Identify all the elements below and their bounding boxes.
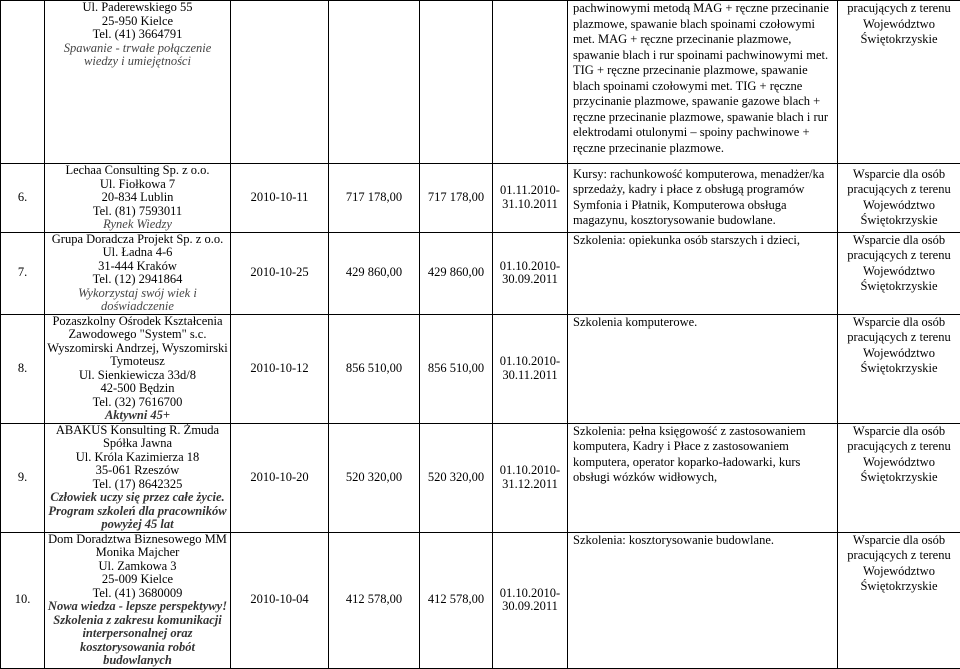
table-row	[1, 164, 960, 233]
row-number: 7.	[1, 232, 45, 314]
row-number: 9.	[1, 423, 45, 532]
firm-cell	[45, 423, 231, 532]
project-value: 429 860,00	[329, 232, 420, 314]
table-row	[1, 1, 960, 164]
desc-text: kosztorysowanie budowlane.	[629, 533, 774, 547]
support-program: Wsparcie dla osób pracujących z terenu Województwo Świętokrzyskie	[838, 423, 960, 532]
funding-value: 412 578,00	[420, 532, 493, 668]
support-program: Wsparcie dla osób pracujących z terenu Województwo Świętokrzyskie	[838, 164, 960, 233]
project-period: 01.10.2010-31.12.2011	[493, 423, 568, 532]
project-slogan: Aktywni 45+	[47, 409, 228, 423]
firm-cell	[45, 314, 231, 423]
funding-value: 429 860,00	[420, 232, 493, 314]
firm-name: Grupa Doradcza Projekt Sp. z o.o.	[47, 233, 228, 247]
training-description	[568, 423, 838, 532]
firm-line: Ul. Zamkowa 3	[47, 560, 228, 574]
row-number	[1, 1, 45, 164]
desc-label: Szkolenia:	[573, 533, 626, 547]
firm-cell	[45, 232, 231, 314]
firm-line: Tel. (32) 7616700	[47, 396, 228, 410]
firm-line: 42-500 Będzin	[47, 382, 228, 396]
firm-line: Tel. (41) 3664791	[47, 28, 228, 42]
desc-text: opiekunka osób starszych i dzieci,	[629, 233, 800, 247]
firm-line: Tel. (12) 2941864	[47, 273, 228, 287]
support-program: pracujących z terenu Województwo Świętokrzyskie	[838, 1, 960, 164]
project-slogan: Rynek Wiedzy	[47, 218, 228, 232]
desc-label: Szkolenia	[573, 315, 622, 329]
funding-value: 856 510,00	[420, 314, 493, 423]
contract-date: 2010-10-20	[231, 423, 329, 532]
table-row	[1, 423, 960, 532]
training-description	[568, 532, 838, 668]
funding-value	[420, 1, 493, 164]
desc-text: rachunkowość komputerowa, menadżer/ka sprzedaży, kadry i płace z obsługą programów Symfonia i Płatnik, Komputerowa obsługa magazynu, kosztorysowanie budowlane.	[573, 167, 824, 228]
firm-line: 20-834 Lublin	[47, 191, 228, 205]
project-period: 01.10.2010-30.11.2011	[493, 314, 568, 423]
firm-name: Pozaszkolny Ośrodek Kształcenia Zawodowego "System" s.c. Wyszomirski Andrzej, Wyszomirski Tymoteusz	[47, 315, 228, 369]
training-description	[568, 164, 838, 233]
training-description	[568, 314, 838, 423]
project-value	[329, 1, 420, 164]
funding-value: 717 178,00	[420, 164, 493, 233]
project-period: 01.11.2010-31.10.2011	[493, 164, 568, 233]
contract-date	[231, 1, 329, 164]
project-slogan: Człowiek uczy się przez całe życie. Program szkoleń dla pracowników powyżej 45 lat	[47, 491, 228, 532]
project-slogan: Nowa wiedza - lepsze perspektywy! Szkolenia z zakresu komunikacji interpersonalnej oraz kosztorysowania robót budowlanych	[47, 600, 228, 668]
support-program: Wsparcie dla osób pracujących z terenu Województwo Świętokrzyskie	[838, 232, 960, 314]
project-value: 856 510,00	[329, 314, 420, 423]
firm-line: Tel. (17) 8642325	[47, 478, 228, 492]
contract-date: 2010-10-12	[231, 314, 329, 423]
firm-name: Dom Doradztwa Biznesowego MM Monika Majcher	[47, 533, 228, 560]
firm-line: Ul. Paderewskiego 55	[47, 1, 228, 15]
firm-line: Ul. Sienkiewicza 33d/8	[47, 369, 228, 383]
firm-line: 31-444 Kraków	[47, 260, 228, 274]
firm-cell	[45, 164, 231, 233]
contract-date: 2010-10-04	[231, 532, 329, 668]
desc-label: Kursy:	[573, 167, 607, 181]
project-period	[493, 1, 568, 164]
firm-line: 25-009 Kielce	[47, 573, 228, 587]
contract-date: 2010-10-25	[231, 232, 329, 314]
support-program: Wsparcie dla osób pracujących z terenu Województwo Świętokrzyskie	[838, 532, 960, 668]
firm-line: 35-061 Rzeszów	[47, 464, 228, 478]
firm-line: Ul. Ładna 4-6	[47, 246, 228, 260]
firm-cell	[45, 532, 231, 668]
table-row	[1, 532, 960, 668]
firm-line: Tel. (81) 7593011	[47, 205, 228, 219]
contract-date: 2010-10-11	[231, 164, 329, 233]
support-program: Wsparcie dla osób pracujących z terenu Województwo Świętokrzyskie	[838, 314, 960, 423]
firm-line: Ul. Fiołkowa 7	[47, 178, 228, 192]
project-value: 412 578,00	[329, 532, 420, 668]
firm-cell	[45, 1, 231, 164]
table-row	[1, 232, 960, 314]
firm-name: ABAKUS Konsulting R. Żmuda Spółka Jawna	[47, 424, 228, 451]
desc-label: Szkolenia:	[573, 233, 626, 247]
desc-text: komputerowe.	[625, 315, 697, 329]
firm-line: Tel. (41) 3680009	[47, 587, 228, 601]
desc-text: pełna księgowość z zastosowaniem komputera, Kadry i Płace z zastosowaniem komputera, operator koparko-ładowarki, kurs obsługi wózków widłowych,	[573, 424, 806, 485]
desc-label: Szkolenia:	[573, 424, 626, 438]
training-description: pachwinowymi metodą MAG + ręczne przecinanie plazmowe, spawanie blach spoinami czołowymi met. MAG + ręczne przecinanie plazmowe, spawanie blach i rur spoinami pachwinowymi met. TIG + ręczne przecinanie plazmowe, spawanie blach spoinami czołowymi met. TIG + ręczne przycinanie plazmowe, spawanie gazowe blach + ręczne przecinanie plazmowe, spawanie blach i rur elektrodami otulonymi – spoiny pachwinowe + ręczne przecinanie plazmowe.	[568, 1, 838, 164]
project-slogan: Spawanie - trwałe połączenie wiedzy i umiejętności	[47, 42, 228, 69]
project-value: 717 178,00	[329, 164, 420, 233]
table-row	[1, 314, 960, 423]
row-number: 10.	[1, 532, 45, 668]
firm-line: Ul. Króla Kazimierza 18	[47, 451, 228, 465]
row-number: 6.	[1, 164, 45, 233]
firm-line: 25-950 Kielce	[47, 15, 228, 29]
row-number: 8.	[1, 314, 45, 423]
project-value: 520 320,00	[329, 423, 420, 532]
project-period: 01.10.2010-30.09.2011	[493, 232, 568, 314]
funding-value: 520 320,00	[420, 423, 493, 532]
project-slogan: Wykorzystaj swój wiek i doświadczenie	[47, 287, 228, 314]
training-description	[568, 232, 838, 314]
project-period: 01.10.2010-30.09.2011	[493, 532, 568, 668]
firm-name: Lechaa Consulting Sp. z o.o.	[47, 164, 228, 178]
